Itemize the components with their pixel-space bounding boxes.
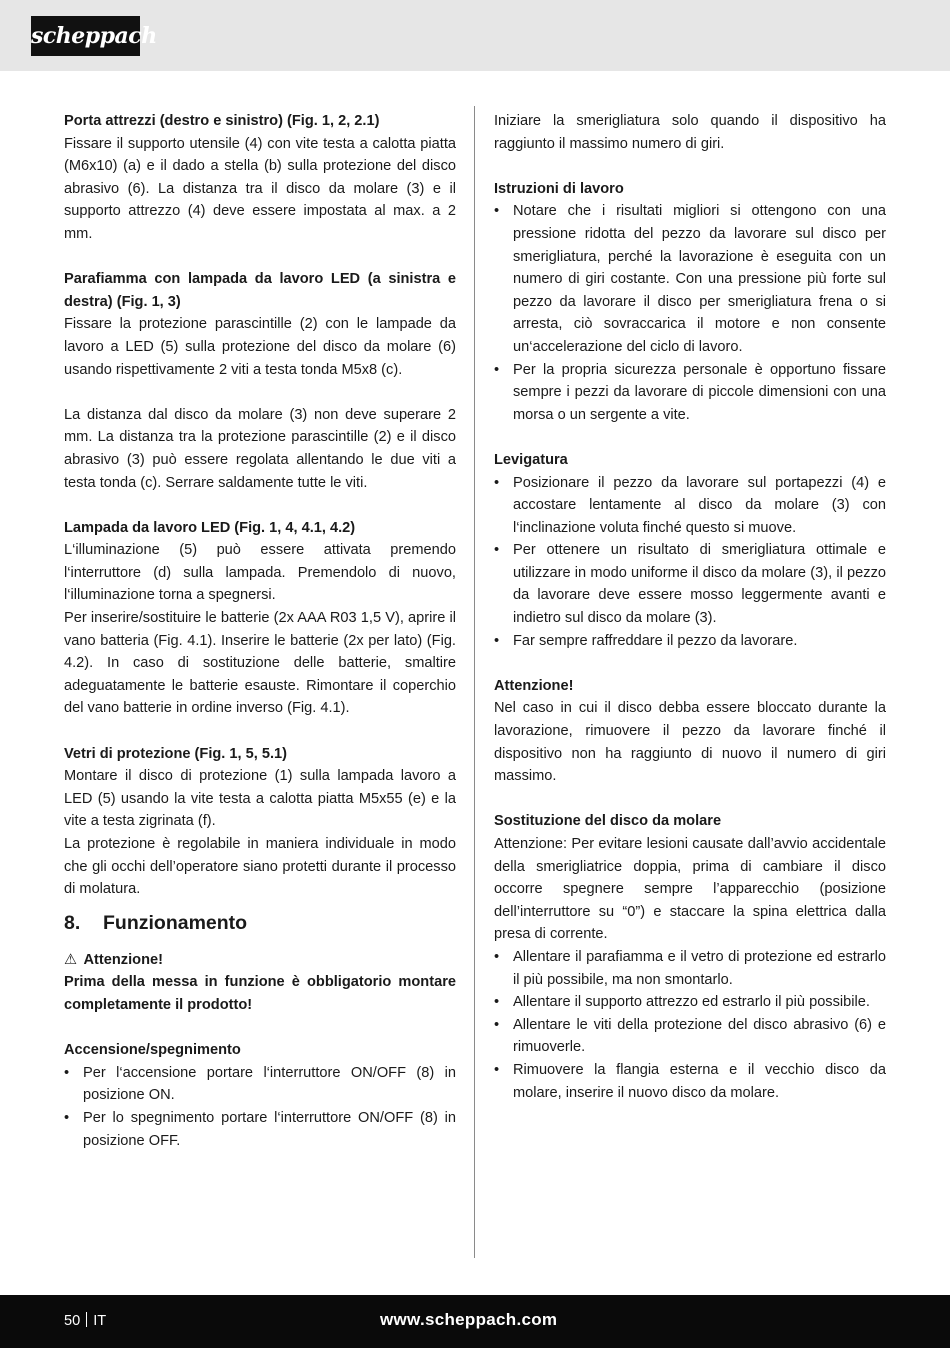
list-item: • Allentare il supporto attrezzo ed estrarlo il più possibile. bbox=[494, 991, 886, 1014]
eye-shield-text-1: Montare il disco di protezione (1) sulla lampada lavoro a LED (5) usando la vite testa a calotta piatta M5x55 (e) e la vite a testa zigrinata (f). bbox=[64, 768, 456, 830]
work-instructions-heading: Istruzioni di lavoro bbox=[494, 180, 624, 197]
page-separator bbox=[86, 1312, 87, 1327]
on-off-list bbox=[64, 1062, 456, 1152]
list-item: • Notare che i risultati migliori si ottengono con una pressione ridotta del pezzo da lavorare sul disco per smerigliatura, perché la lavorazione è eseguita con un numero di giri costante. Con una pressione più forte sul pezzo da lavorare il disco per smerigliatura frena o si arresta, ciò sovraccarica il motore e non consente un‘accelerazione del ciclo di lavoro. bbox=[494, 200, 886, 358]
disc-replacement-heading: Sostituzione del disco da molare bbox=[494, 813, 722, 830]
attention-heading: Attenzione! bbox=[494, 677, 574, 694]
work-instructions-list bbox=[494, 200, 886, 426]
spark-guard-text-1: Fissare la protezione parascintille (2) con le lampade da lavoro a LED (5) sulla protezione del disco da molare (6) usando rispettivamente 2 viti a testa tonda M5x8 (c). bbox=[64, 316, 456, 378]
right-column bbox=[494, 110, 886, 1104]
list-item: • Per la propria sicurezza personale è opportuno fissare sempre i pezzi da lavorare di piccole dimensioni con una morsa o un sergente a vite. bbox=[494, 359, 886, 427]
tool-rest-text: Fissare il supporto utensile (4) con vite testa a calotta piatta (M6x10) (a) e il dado a stella (b) sulla protezione del disco abrasivo (6). La distanza tra il disco da molare (3) e il supporto attrezzo (4) deve essere impostata al max. a 2 mm. bbox=[64, 135, 456, 242]
spark-guard-text-2: La distanza dal disco da molare (3) non deve superare 2 mm. La distanza tra la protezione parascintille (2) e il disco abrasivo (3) può essere regolata allentando le due viti a testa tonda (c). Serrare saldamente tutte le viti. bbox=[64, 406, 456, 491]
left-column bbox=[64, 110, 456, 1152]
chapter-title: Funzionamento bbox=[103, 911, 248, 934]
list-item: • Allentare il parafiamma e il vetro di protezione ed estrarlo il più possibile, ma non smontarlo. bbox=[494, 946, 886, 991]
list-item: • Far sempre raffreddare il pezzo da lavorare. bbox=[494, 630, 886, 653]
header-band bbox=[0, 0, 950, 71]
chapter-number: 8. bbox=[64, 911, 81, 934]
page-number: 50 IT bbox=[64, 1313, 107, 1329]
scheppach-logo: scheppach bbox=[31, 16, 140, 56]
on-off-heading: Accensione/spegnimento bbox=[64, 1042, 241, 1059]
led-lamp-heading: Lampada da lavoro LED (Fig. 1, 4, 4.1, 4.2) bbox=[64, 519, 356, 536]
list-item: • Allentare le viti della protezione del disco abrasivo (6) e rimuoverle. bbox=[494, 1014, 886, 1059]
tool-rest-heading: Porta attrezzi (destro e sinistro) (Fig. 1, 2, 2.1) bbox=[64, 113, 380, 129]
sanding-heading: Levigatura bbox=[494, 451, 568, 468]
list-item: • Per l‘accensione portare l‘interruttore ON/OFF (8) in posizione ON. bbox=[64, 1062, 456, 1107]
spark-guard-heading: Parafiamma con lampada da lavoro LED (a sinistra e destra) (Fig. 1, 3) bbox=[64, 271, 456, 310]
website-link[interactable]: www.scheppach.com bbox=[380, 1310, 558, 1329]
warning-triangle-icon: ⚠ bbox=[64, 951, 78, 968]
led-lamp-text-2: Per inserire/sostituire le batterie (2x AAA R03 1,5 V), aprire il vano batteria (Fig. 4.1). Inserire le batterie (2x per lato) (Fig. 4.2). In caso di sostituzione delle batterie, smaltire adeguatamente le batterie esauste. Rimontare il coperchio del vano batterie in ordine inverso (Fig. 4.1). bbox=[64, 610, 456, 717]
intro-text: Iniziare la smerigliatura solo quando il dispositivo ha raggiunto il massimo numero di giri. bbox=[494, 113, 886, 152]
sanding-list bbox=[494, 472, 886, 653]
eye-shield-heading: Vetri di protezione (Fig. 1, 5, 5.1) bbox=[64, 745, 288, 762]
footer-bar bbox=[0, 1295, 950, 1348]
led-lamp-text-1: L‘illuminazione (5) può essere attivata premendo l‘interruttore (d) sulla lampada. Premendolo di nuovo, l‘illuminazione torna a spegnersi. bbox=[64, 542, 456, 604]
warning-text: Prima della messa in funzione è obbligatorio montare completamente il prodotto! bbox=[64, 974, 456, 1013]
language-code: IT bbox=[93, 1313, 107, 1329]
eye-shield-text-2: La protezione è regolabile in maniera individuale in modo che gli occhi dell’operatore siano protetti durante il processo di molatura. bbox=[64, 836, 456, 898]
disc-replacement-list bbox=[494, 946, 886, 1104]
list-item: • Per lo spegnimento portare l‘interruttore ON/OFF (8) in posizione OFF. bbox=[64, 1107, 456, 1152]
column-divider bbox=[474, 106, 475, 1258]
list-item: • Rimuovere la flangia esterna e il vecchio disco da molare, inserire il nuovo disco da molare. bbox=[494, 1059, 886, 1104]
attention-text: Nel caso in cui il disco debba essere bloccato durante la lavorazione, rimuovere il pezzo da lavorare finché il dispositivo non ha raggiunto di nuovo il numero di giri massimo. bbox=[494, 700, 886, 785]
disc-replacement-text: Attenzione: Per evitare lesioni causate dall’avvio accidentale della smerigliatrice doppia, prima di cambiare il disco occorre spegnere sempre l’apparecchio (posizione dell’interruttore su “0”) e staccare la spina elettrica dalla presa di corrente. bbox=[494, 836, 886, 943]
warning-label: ⚠ Attenzione! bbox=[64, 949, 456, 972]
chapter-heading bbox=[64, 911, 456, 935]
list-item: • Per ottenere un risultato di smerigliatura ottimale e utilizzare in modo uniforme il disco da molare (3), il pezzo da lavorare deve essere mosso leggermente avanti e indietro sul disco da molare (3). bbox=[494, 539, 886, 629]
list-item: • Posizionare il pezzo da lavorare sul portapezzi (4) e accostare lentamente al disco da molare (3) con l‘inclinazione voluta finché questo si muove. bbox=[494, 472, 886, 540]
